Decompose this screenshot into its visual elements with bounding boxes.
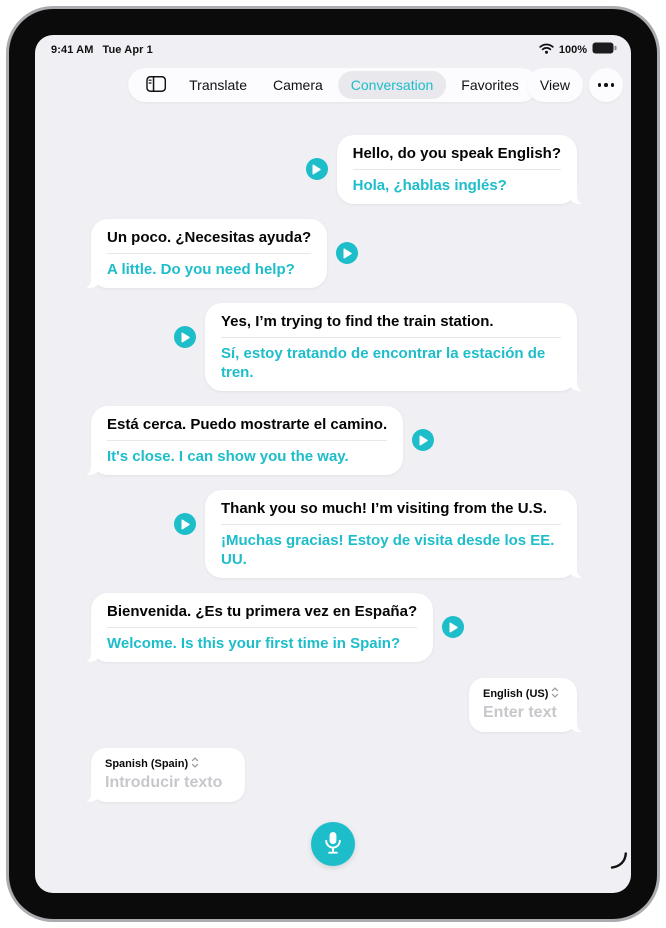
more-button[interactable] [589,68,623,102]
spanish-language-label: Spanish (Spain) [105,758,189,770]
message-row [91,303,577,391]
divider [107,440,387,441]
english-language-label: English (US) [483,688,549,700]
english-input-bubble [469,678,577,732]
sidebar-toggle-icon [146,76,166,95]
message-bubble [205,303,577,391]
spanish-input-bubble [91,748,245,802]
divider [353,169,561,170]
chevron-up-down-icon [551,687,559,701]
message-translation-text: ¡Muchas gracias! Estoy de visita desde los EE. UU. [221,532,555,568]
microphone-button[interactable] [311,822,355,866]
chevron-up-down-icon [191,757,199,771]
divider [221,524,561,525]
sidebar-toggle-button[interactable] [134,68,176,102]
message-bubble [337,135,577,204]
conversation-list [35,135,631,662]
message-source-text: Thank you so much! I’m visiting from the U.S. [221,500,547,517]
message-bubble [91,219,327,288]
play-audio-button[interactable] [412,429,434,451]
spanish-language-selector[interactable] [105,757,199,771]
play-icon [181,519,190,530]
battery-percent: 100% [558,43,587,56]
spanish-text-input[interactable] [105,774,231,792]
ipad-frame [6,6,660,922]
message-bubble [91,593,433,662]
play-icon [419,435,428,446]
play-audio-button[interactable] [174,513,196,535]
message-row [91,406,577,475]
play-audio-button[interactable] [336,242,358,264]
message-translation-text: Hola, ¿hablas inglés? [352,177,507,194]
message-source-text: Yes, I’m trying to find the train station. [221,313,494,330]
divider [221,337,561,338]
corner-curl-mark [610,852,628,875]
message-row [91,593,577,662]
status-date: Tue Apr 1 [102,43,153,56]
message-bubble [205,490,577,578]
message-row [91,219,577,288]
microphone-icon [324,831,342,858]
message-translation-text: Welcome. Is this your first time in Spain? [107,635,401,652]
message-source-text: Bienvenida. ¿Es tu primera vez en España? [107,603,418,620]
message-bubble [91,406,403,475]
divider [107,627,417,628]
toolbar-right [527,68,623,102]
play-audio-button[interactable] [442,616,464,638]
message-source-text: Está cerca. Puedo mostrarte el camino. [107,416,388,433]
english-language-selector[interactable] [483,687,559,701]
message-source-text: Hello, do you speak English? [352,145,561,162]
view-button[interactable]: View [527,68,583,102]
message-row [91,135,577,204]
play-audio-button[interactable] [174,326,196,348]
message-row [91,490,577,578]
divider [107,253,311,254]
english-text-input[interactable] [483,704,563,722]
tab-favorites[interactable]: Favorites [448,68,532,102]
tab-translate[interactable]: Translate [176,68,260,102]
play-icon [343,248,352,259]
message-translation-text: A little. Do you need help? [107,261,295,278]
tab-camera[interactable]: Camera [260,68,336,102]
play-icon [449,622,458,633]
toolbar-pill [128,68,538,102]
screen [35,35,631,893]
message-translation-text: Sí, estoy tratando de encontrar la estación de tren. [221,345,546,381]
tab-conversation[interactable]: Conversation [338,71,447,99]
battery-full-icon [592,42,617,57]
toolbar [35,68,631,102]
status-time: 9:41 AM [51,43,94,56]
ellipsis-icon [598,83,615,87]
status-bar [35,35,631,57]
play-icon [181,332,190,343]
play-audio-button[interactable] [306,158,328,180]
message-source-text: Un poco. ¿Necesitas ayuda? [107,229,312,246]
play-icon [312,164,321,175]
message-translation-text: It's close. I can show you the way. [107,448,349,465]
wifi-icon [539,43,554,57]
